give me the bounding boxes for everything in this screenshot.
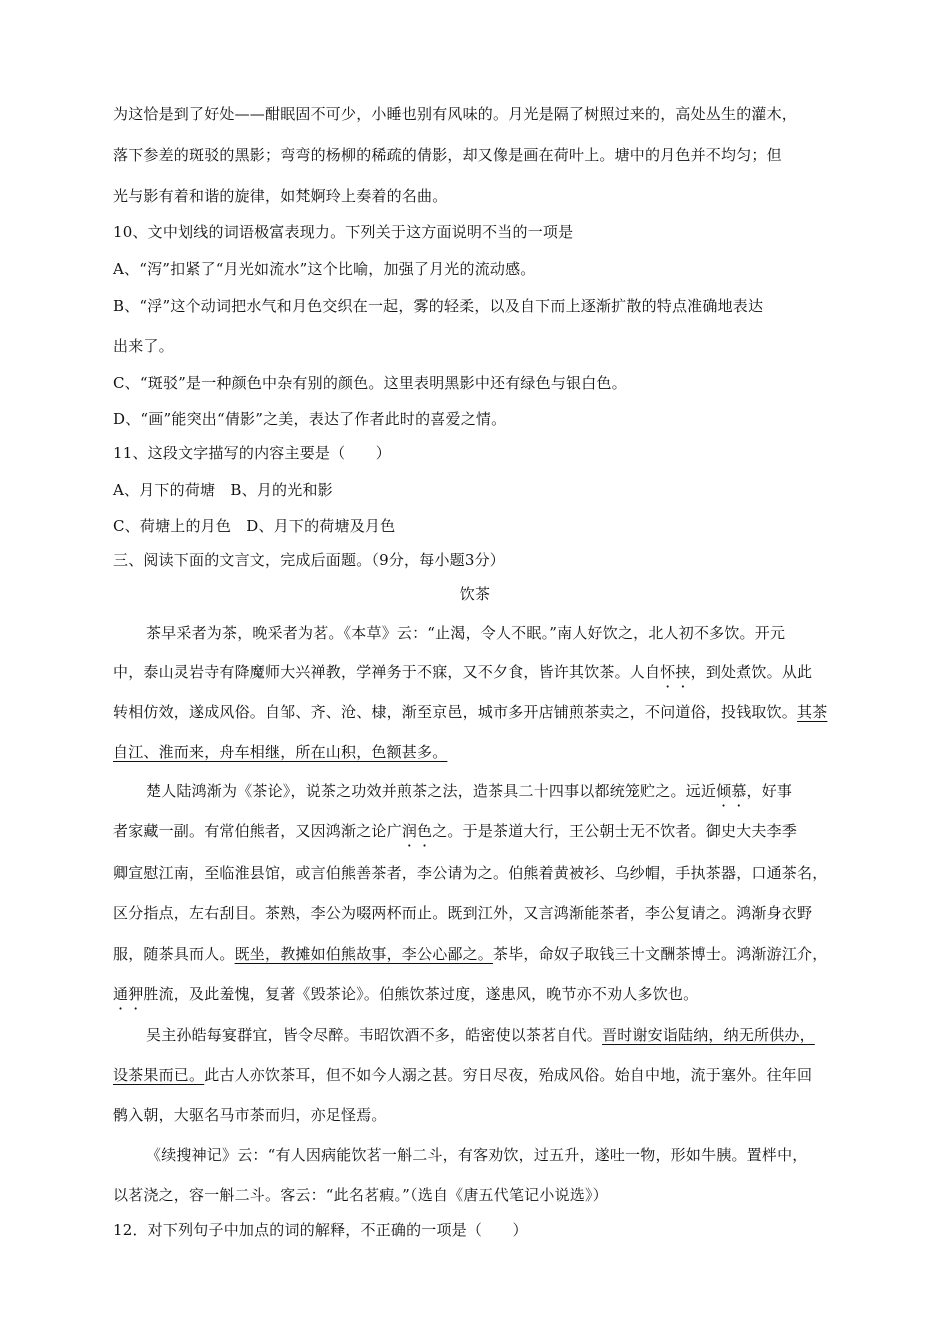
question-10-stem: 10、文中划线的词语极富表现力。下列关于这方面说明不当的一项是 bbox=[113, 223, 574, 241]
paragraph-2-line: 区分指点，左右刮目。茶熟，李公为啜两杯而止。既到江外，又言鸿渐能茶者，李公复请之。鸿渐身衣野 bbox=[113, 904, 813, 922]
underlined-sentence: 设茶果而已。 bbox=[113, 1066, 205, 1084]
text-span: 转相仿效，遂成风俗。自邹、齐、沧、棣，渐至京邑，城市多开店铺煎茶卖之，不问道俗，投钱取饮。 bbox=[113, 703, 798, 721]
paragraph-2-line: 卿宣慰江南，至临淮县馆，或言伯熊善茶者，李公请为之。伯熊着黄被衫、乌纱帽，手执茶器，口通茶名， bbox=[113, 864, 828, 882]
paragraph-4-line: 《续搜神记》云：“有人因病能饮茗一斛二斗，有客劝饮，过五升，遂吐一物，形如牛胰。置柈中， bbox=[146, 1146, 808, 1164]
paragraph-1-line bbox=[113, 661, 853, 682]
underlined-sentence: 晋时谢安诣陆纳，纳无所供办， bbox=[602, 1026, 815, 1044]
question-10-option-a: A、“泻”扣紧了“月光如流水”这个比喻，加强了月光的流动感。 bbox=[113, 260, 536, 278]
paragraph-4-line: 以茗浇之，容一斛二斗。客云：“此名茗瘕。”（选自《唐五代笔记小说选》） bbox=[113, 1186, 608, 1204]
passage-line: 光与影有着和谐的旋律，如梵婀玲上奏着的名曲。 bbox=[113, 187, 448, 205]
question-12-stem: 12．对下列句子中加点的词的解释，不正确的一项是（ ） bbox=[113, 1221, 528, 1239]
question-10-option-c: C、“斑驳”是一种颜色中杂有别的颜色。这里表明黑影中还有绿色与银白色。 bbox=[113, 374, 627, 392]
question-11-options-cd: C、荷塘上的月色 D、月下的荷塘及月色 bbox=[113, 517, 396, 535]
passage-title: 饮茶 bbox=[459, 585, 491, 603]
underlined-sentence: 既坐，教摊如伯熊故事，李公心鄙之。 bbox=[234, 945, 494, 963]
paragraph-3-line bbox=[113, 1064, 853, 1085]
paragraph-2-line bbox=[113, 820, 853, 841]
question-10-option-d: D、“画”能突出“倩影”之美，表达了作者此时的喜爱之情。 bbox=[113, 410, 507, 428]
paragraph-1-line bbox=[113, 741, 853, 762]
text-span: ，到处煮饮。从此 bbox=[690, 663, 813, 681]
paragraph-2-line bbox=[113, 943, 853, 964]
dotted-character: 狎 bbox=[128, 985, 144, 1003]
paragraph-2-line bbox=[146, 780, 886, 801]
question-10-option-b-cont: 出来了。 bbox=[113, 337, 174, 355]
text-span: 此古人亦饮茶耳，但不如今人溺之甚。穷日尽夜，殆成风俗。始自中地，流于塞外。往年回 bbox=[204, 1066, 813, 1084]
question-11-options-ab: A、月下的荷塘 B、月的光和影 bbox=[113, 481, 333, 499]
passage-line: 落下参差的斑驳的黑影；弯弯的杨柳的稀疏的倩影，却又像是画在荷叶上。塘中的月色并不均匀；但 bbox=[113, 146, 782, 164]
underlined-sentence: 其茶 bbox=[797, 703, 828, 721]
dotted-character: 挟 bbox=[675, 663, 691, 681]
text-span: 胜流，及此羞愧，复著《毁茶论》。伯熊饮茶过度，遂患风，晚节亦不劝人多饮也。 bbox=[143, 985, 699, 1003]
dotted-character: 润 bbox=[401, 822, 418, 840]
passage-line: 为这恰是到了好处——酣眠固不可少，小睡也别有风味的。月光是隔了树照过来的，高处丛生的灌木， bbox=[113, 105, 798, 123]
paragraph-3-line bbox=[146, 1024, 886, 1045]
underlined-sentence: 自江、淮而来，舟车相继，所在山积，色额甚多。 bbox=[113, 743, 448, 761]
text-span: 楚人陆鸿渐为《茶论》，说茶之功效并煎茶之法，造茶具二十四事以都统笼贮之。远近 bbox=[146, 782, 717, 800]
text-span: ，好事 bbox=[746, 782, 793, 800]
text-span: 者家藏一副。有常伯熊者，又因鸿渐之论广 bbox=[113, 822, 402, 840]
paragraph-3-line: 鹘入朝，大驱名马市茶而归，亦足怪焉。 bbox=[113, 1106, 387, 1124]
dotted-character: 通 bbox=[113, 985, 129, 1003]
section-3-heading: 三、阅读下面的文言文，完成后面题。（9分，每小题3分） bbox=[113, 551, 505, 569]
text-span: 之。于是茶道大行，王公朝士无不饮者。御史大夫李季 bbox=[432, 822, 798, 840]
paragraph-1-line bbox=[113, 701, 853, 722]
dotted-character: 倾 bbox=[716, 782, 732, 800]
paragraph-1-line: 茶早采者为茶，晚采者为茗。《本草》云：“止渴，令人不眠。”南人好饮之，北人初不多饮。开元 bbox=[146, 624, 786, 642]
dotted-character: 色 bbox=[417, 822, 433, 840]
text-span: 服，随茶具而人。 bbox=[113, 945, 235, 963]
text-span: 吴主孙皓每宴群宜，皆令尽醉。韦昭饮酒不多，皓密使以茶茗自代。 bbox=[146, 1026, 603, 1044]
question-10-option-b: B、“浮”这个动词把水气和月色交织在一起，雾的轻柔，以及自下而上逐渐扩散的特点准确地表达 bbox=[113, 297, 764, 315]
dotted-character: 怀 bbox=[660, 663, 676, 681]
paragraph-2-line bbox=[113, 983, 853, 1004]
question-11-stem: 11、这段文字描写的内容主要是（ ） bbox=[113, 444, 391, 462]
dotted-character: 慕 bbox=[731, 782, 747, 800]
text-span: 茶毕，命奴子取钱三十文酬茶博士。鸿渐游江介， bbox=[493, 945, 828, 963]
text-span: 中，泰山灵岩寺有降魔师大兴禅教，学禅务于不寐，又不夕食，皆许其饮茶。人自 bbox=[113, 663, 661, 681]
